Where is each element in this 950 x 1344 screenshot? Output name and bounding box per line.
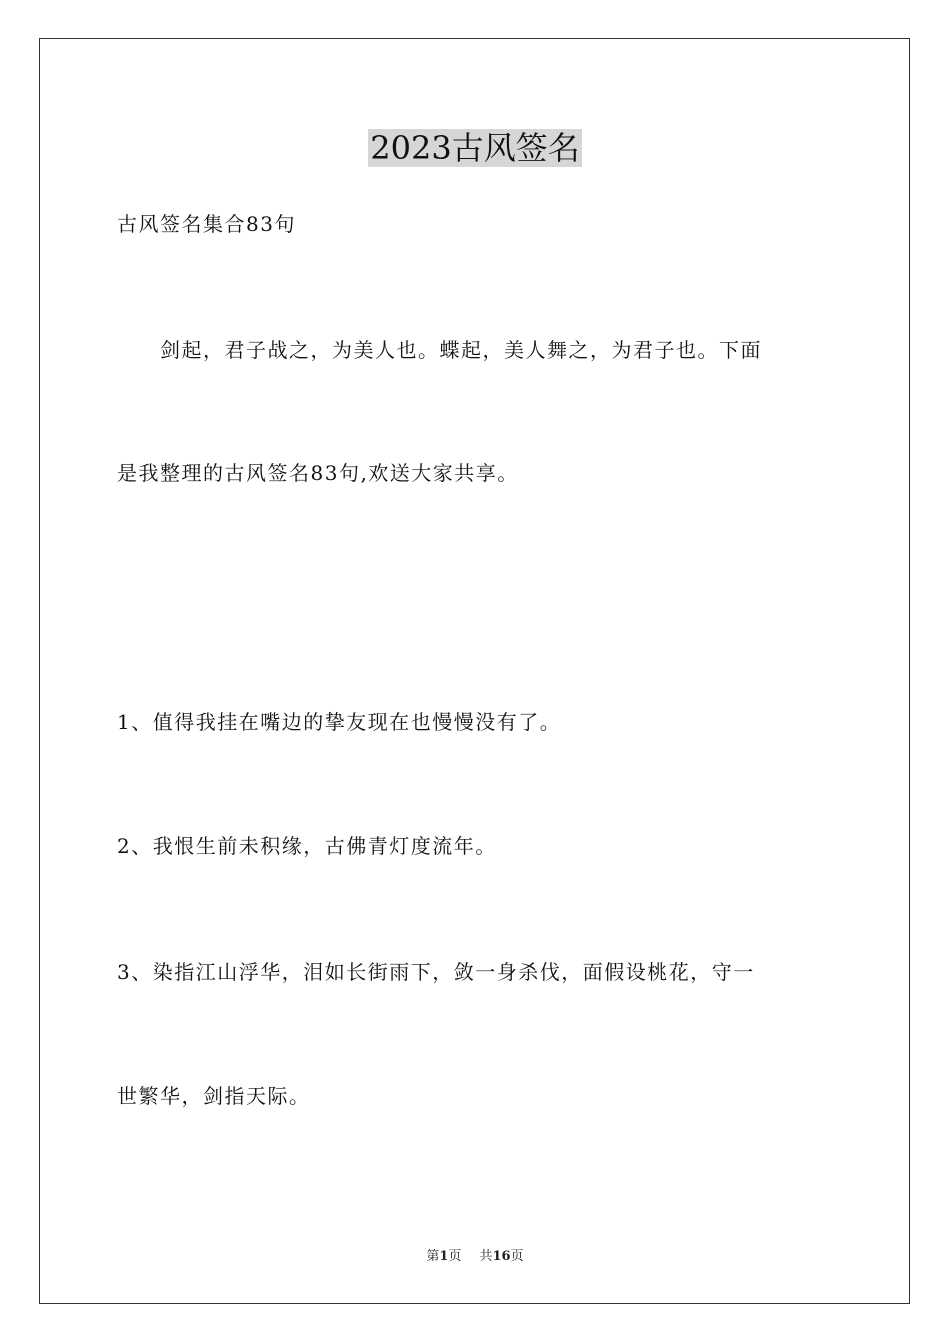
subtitle: 古风签名集合83句 [117,212,296,236]
page-prefix: 第 [426,1249,440,1264]
page-footer [0,1248,950,1266]
total-suffix: 页 [510,1249,524,1264]
document-title [0,126,950,170]
list-item-3-line-1: 3、染指江山浮华，泪如长街雨下，敛一身杀伐，面假设桃花，守一 [117,960,755,984]
list-item-1: 1、值得我挂在嘴边的挚友现在也慢慢没有了。 [117,710,562,734]
list-item-3-line-2: 世繁华，剑指天际。 [117,1084,311,1108]
total-pages: 16 [492,1249,511,1264]
title-text: 2023古风签名 [370,129,580,167]
page-number: 1 [439,1249,449,1264]
total-prefix: 共 [479,1249,493,1264]
intro-line-1: 剑起，君子战之，为美人也。蝶起，美人舞之，为君子也。下面 [117,338,762,362]
intro-line-2: 是我整理的古风签名83句,欢送大家共享。 [117,461,519,485]
page-suffix: 页 [448,1249,462,1264]
list-item-2: 2、我恨生前未积缘，古佛青灯度流年。 [117,834,497,858]
